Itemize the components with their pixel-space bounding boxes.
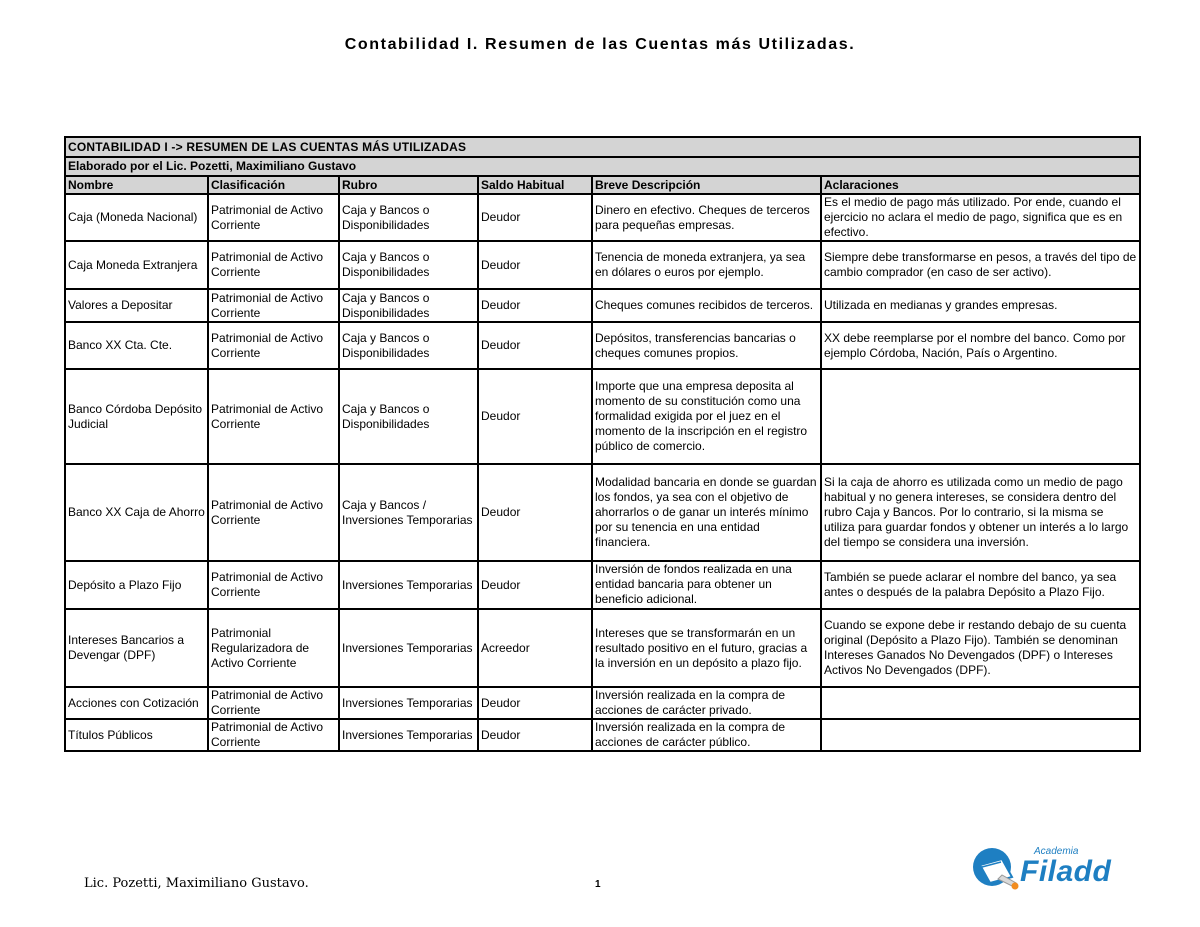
cell-descripcion: Inversión realizada en la compra de acciones de carácter privado. xyxy=(592,687,821,719)
cell-nombre: Banco Córdoba Depósito Judicial xyxy=(65,369,208,464)
table-row xyxy=(65,719,1140,751)
cell-rubro: Caja y Bancos o Disponibilidades xyxy=(339,369,478,464)
cell-saldo: Deudor xyxy=(478,241,592,289)
footer-author: Lic. Pozetti, Maximiliano Gustavo. xyxy=(84,876,309,891)
cell-nombre: Valores a Depositar xyxy=(65,289,208,322)
cell-clasificacion: Patrimonial de Activo Corriente xyxy=(208,561,339,609)
header-saldo: Saldo Habitual xyxy=(478,176,592,194)
cell-clasificacion: Patrimonial Regularizadora de Activo Corriente xyxy=(208,609,339,687)
table-row xyxy=(65,194,1140,241)
cell-nombre: Títulos Públicos xyxy=(65,719,208,751)
header-clasificacion: Clasificación xyxy=(208,176,339,194)
table-row xyxy=(65,561,1140,609)
cell-clasificacion: Patrimonial de Activo Corriente xyxy=(208,194,339,241)
cell-saldo: Deudor xyxy=(478,719,592,751)
cell-nombre: Banco XX Cta. Cte. xyxy=(65,322,208,369)
header-aclaraciones: Aclaraciones xyxy=(821,176,1140,194)
cell-nombre: Caja (Moneda Nacional) xyxy=(65,194,208,241)
document-title: Contabilidad I. Resumen de las Cuentas más Utilizadas. xyxy=(344,36,856,53)
cell-clasificacion: Patrimonial de Activo Corriente xyxy=(208,289,339,322)
cell-rubro: Caja y Bancos o Disponibilidades xyxy=(339,322,478,369)
cell-aclaraciones: Utilizada en medianas y grandes empresas. xyxy=(821,289,1140,322)
cell-rubro: Inversiones Temporarias xyxy=(339,561,478,609)
table-header-row xyxy=(65,176,1140,194)
cell-descripcion: Tenencia de moneda extranjera, ya sea en dólares o euros por ejemplo. xyxy=(592,241,821,289)
cell-aclaraciones xyxy=(821,719,1140,751)
logo-wordmark: Filadd xyxy=(1020,855,1112,888)
cell-clasificacion: Patrimonial de Activo Corriente xyxy=(208,369,339,464)
header-descripcion: Breve Descripción xyxy=(592,176,821,194)
cell-rubro: Caja y Bancos o Disponibilidades xyxy=(339,241,478,289)
cell-aclaraciones: Cuando se expone debe ir restando debajo de su cuenta original (Depósito a Plazo Fijo). También se denominan Intereses Ganados No Devengados (DPF) o Intereses Activos No Devengados (DPF). xyxy=(821,609,1140,687)
cell-clasificacion: Patrimonial de Activo Corriente xyxy=(208,322,339,369)
table-row xyxy=(65,464,1140,561)
cell-saldo: Deudor xyxy=(478,369,592,464)
table-row xyxy=(65,687,1140,719)
accounts-table xyxy=(64,136,1141,752)
cell-clasificacion: Patrimonial de Activo Corriente xyxy=(208,687,339,719)
cell-nombre: Acciones con Cotización xyxy=(65,687,208,719)
cell-descripcion: Cheques comunes recibidos de terceros. xyxy=(592,289,821,322)
cell-clasificacion: Patrimonial de Activo Corriente xyxy=(208,241,339,289)
cell-aclaraciones xyxy=(821,687,1140,719)
page-number: 1 xyxy=(595,879,601,890)
cell-descripcion: Modalidad bancaria en donde se guardan los fondos, ya sea con el objetivo de ahorrarlos o de ganar un interés mínimo por su tenencia en una entidad financiera. xyxy=(592,464,821,561)
cell-aclaraciones: XX debe reemplarse por el nombre del banco. Como por ejemplo Córdoba, Nación, País o Argentino. xyxy=(821,322,1140,369)
cell-nombre: Caja Moneda Extranjera xyxy=(65,241,208,289)
cell-nombre: Depósito a Plazo Fijo xyxy=(65,561,208,609)
cell-saldo: Deudor xyxy=(478,194,592,241)
cell-descripcion: Depósitos, transferencias bancarias o cheques comunes propios. xyxy=(592,322,821,369)
cell-saldo: Acreedor xyxy=(478,609,592,687)
header-rubro: Rubro xyxy=(339,176,478,194)
cell-nombre: Intereses Bancarios a Devengar (DPF) xyxy=(65,609,208,687)
cell-rubro: Caja y Bancos o Disponibilidades xyxy=(339,289,478,322)
cell-clasificacion: Patrimonial de Activo Corriente xyxy=(208,464,339,561)
table-row xyxy=(65,289,1140,322)
table-row xyxy=(65,609,1140,687)
cell-saldo: Deudor xyxy=(478,289,592,322)
cell-saldo: Deudor xyxy=(478,464,592,561)
cell-rubro: Caja y Bancos o Disponibilidades xyxy=(339,194,478,241)
cell-nombre: Banco XX Caja de Ahorro xyxy=(65,464,208,561)
filadd-logo xyxy=(968,843,1128,899)
table-row xyxy=(65,241,1140,289)
header-nombre: Nombre xyxy=(65,176,208,194)
cell-rubro: Inversiones Temporarias xyxy=(339,687,478,719)
cell-saldo: Deudor xyxy=(478,687,592,719)
cell-saldo: Deudor xyxy=(478,322,592,369)
cell-aclaraciones xyxy=(821,369,1140,464)
cell-aclaraciones: También se puede aclarar el nombre del banco, ya sea antes o después de la palabra Depósito a Plazo Fijo. xyxy=(821,561,1140,609)
logo-academia-text: Academia xyxy=(1034,846,1079,857)
cell-descripcion: Dinero en efectivo. Cheques de terceros para pequeñas empresas. xyxy=(592,194,821,241)
table-row xyxy=(65,322,1140,369)
cell-rubro: Inversiones Temporarias xyxy=(339,719,478,751)
cell-descripcion: Inversión de fondos realizada en una entidad bancaria para obtener un beneficio adicional. xyxy=(592,561,821,609)
cell-saldo: Deudor xyxy=(478,561,592,609)
table-subtitle: Elaborado por el Lic. Pozetti, Maximiliano Gustavo xyxy=(65,157,1140,176)
book-icon xyxy=(968,843,1024,899)
cell-aclaraciones: Siempre debe transformarse en pesos, a través del tipo de cambio comprador (en caso de ser activo). xyxy=(821,241,1140,289)
cell-descripcion: Importe que una empresa deposita al momento de su constitución como una formalidad exigida por el juez en el momento de la inscripción en el registro público de comercio. xyxy=(592,369,821,464)
cell-descripcion: Inversión realizada en la compra de acciones de carácter público. xyxy=(592,719,821,751)
cell-clasificacion: Patrimonial de Activo Corriente xyxy=(208,719,339,751)
cell-aclaraciones: Si la caja de ahorro es utilizada como un medio de pago habitual y no genera intereses, se considera dentro del rubro Caja y Bancos. Por lo contrario, si la misma se utiliza para guardar fondos y obtener un interés a lo largo del tiempo se considera una inversión. xyxy=(821,464,1140,561)
table-main-title: CONTABILIDAD I -> RESUMEN DE LAS CUENTAS MÁS UTILIZADAS xyxy=(65,137,1140,157)
table-row xyxy=(65,369,1140,464)
cell-rubro: Caja y Bancos / Inversiones Temporarias xyxy=(339,464,478,561)
cell-rubro: Inversiones Temporarias xyxy=(339,609,478,687)
cell-descripcion: Intereses que se transformarán en un resultado positivo en el futuro, gracias a la inversión en un depósito a plazo fijo. xyxy=(592,609,821,687)
cell-aclaraciones: Es el medio de pago más utilizado. Por ende, cuando el ejercicio no aclara el medio de pago, significa que es en efectivo. xyxy=(821,194,1140,241)
